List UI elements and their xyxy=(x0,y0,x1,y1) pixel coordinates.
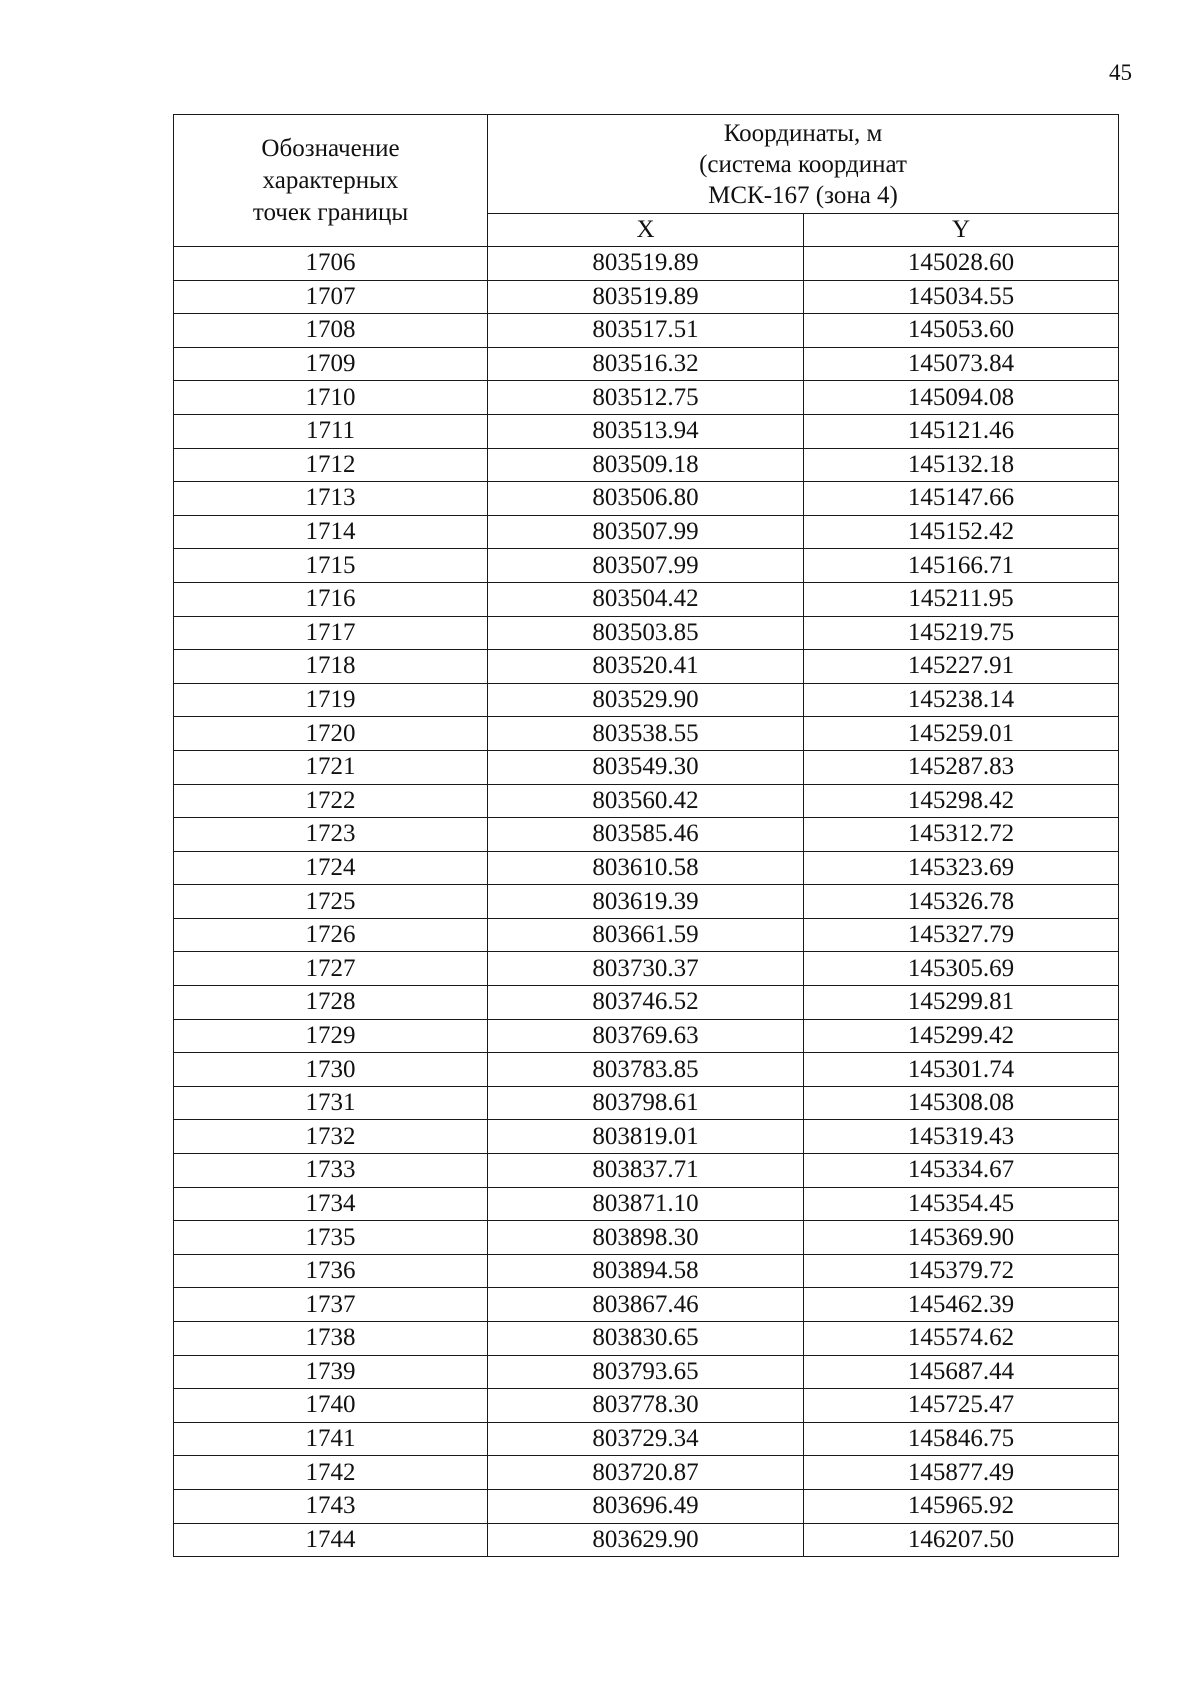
cell-x: 803504.42 xyxy=(488,582,804,616)
cell-point: 1742 xyxy=(174,1456,488,1490)
header-designation-line-2: характерных xyxy=(262,166,399,194)
header-y: Y xyxy=(804,214,1119,247)
cell-x: 803516.32 xyxy=(488,347,804,381)
cell-x: 803506.80 xyxy=(488,482,804,516)
cell-y: 145053.60 xyxy=(804,314,1119,348)
cell-point: 1730 xyxy=(174,1053,488,1087)
cell-x: 803830.65 xyxy=(488,1322,804,1356)
cell-point: 1736 xyxy=(174,1254,488,1288)
table-row xyxy=(174,1254,1119,1288)
cell-point: 1716 xyxy=(174,582,488,616)
cell-x: 803509.18 xyxy=(488,448,804,482)
cell-y: 145687.44 xyxy=(804,1355,1119,1389)
cell-point: 1738 xyxy=(174,1322,488,1356)
cell-x: 803520.41 xyxy=(488,650,804,684)
cell-x: 803507.99 xyxy=(488,549,804,583)
cell-x: 803585.46 xyxy=(488,818,804,852)
header-x: X xyxy=(488,214,804,247)
cell-y: 145877.49 xyxy=(804,1456,1119,1490)
cell-x: 803871.10 xyxy=(488,1187,804,1221)
cell-y: 145166.71 xyxy=(804,549,1119,583)
cell-point: 1727 xyxy=(174,952,488,986)
cell-y: 145312.72 xyxy=(804,818,1119,852)
header-coords-line-2: (система координат xyxy=(699,150,907,178)
cell-y: 145301.74 xyxy=(804,1053,1119,1087)
table-row xyxy=(174,549,1119,583)
table-row xyxy=(174,885,1119,919)
cell-x: 803512.75 xyxy=(488,381,804,415)
table-header xyxy=(174,115,1119,247)
cell-point: 1740 xyxy=(174,1389,488,1423)
header-coords-line-1: Координаты, м xyxy=(723,119,883,147)
cell-point: 1741 xyxy=(174,1422,488,1456)
table-body xyxy=(174,247,1119,1557)
cell-y: 145369.90 xyxy=(804,1221,1119,1255)
cell-point: 1733 xyxy=(174,1154,488,1188)
cell-x: 803560.42 xyxy=(488,784,804,818)
cell-y: 145227.91 xyxy=(804,650,1119,684)
cell-point: 1712 xyxy=(174,448,488,482)
cell-point: 1718 xyxy=(174,650,488,684)
cell-y: 145121.46 xyxy=(804,414,1119,448)
table-row xyxy=(174,1489,1119,1523)
cell-x: 803549.30 xyxy=(488,750,804,784)
cell-y: 145308.08 xyxy=(804,1086,1119,1120)
cell-y: 145319.43 xyxy=(804,1120,1119,1154)
cell-x: 803696.49 xyxy=(488,1489,804,1523)
table-row xyxy=(174,1053,1119,1087)
cell-point: 1723 xyxy=(174,818,488,852)
table-row xyxy=(174,918,1119,952)
cell-point: 1714 xyxy=(174,515,488,549)
cell-y: 145327.79 xyxy=(804,918,1119,952)
cell-x: 803529.90 xyxy=(488,683,804,717)
cell-y: 145299.42 xyxy=(804,1019,1119,1053)
cell-x: 803517.51 xyxy=(488,314,804,348)
cell-point: 1744 xyxy=(174,1523,488,1557)
cell-y: 145034.55 xyxy=(804,280,1119,314)
page-number: 45 xyxy=(1109,60,1132,85)
cell-point: 1719 xyxy=(174,683,488,717)
cell-y: 145211.95 xyxy=(804,582,1119,616)
table-row xyxy=(174,347,1119,381)
table-row xyxy=(174,482,1119,516)
cell-y: 145259.01 xyxy=(804,717,1119,751)
cell-y: 145462.39 xyxy=(804,1288,1119,1322)
cell-y: 145028.60 xyxy=(804,247,1119,281)
cell-y: 145354.45 xyxy=(804,1187,1119,1221)
cell-y: 145219.75 xyxy=(804,616,1119,650)
cell-x: 803507.99 xyxy=(488,515,804,549)
cell-x: 803867.46 xyxy=(488,1288,804,1322)
cell-point: 1715 xyxy=(174,549,488,583)
cell-point: 1728 xyxy=(174,986,488,1020)
cell-y: 145725.47 xyxy=(804,1389,1119,1423)
cell-y: 145287.83 xyxy=(804,750,1119,784)
table-row xyxy=(174,784,1119,818)
cell-x: 803898.30 xyxy=(488,1221,804,1255)
table-row xyxy=(174,1523,1119,1557)
cell-x: 803619.39 xyxy=(488,885,804,919)
cell-y: 145132.18 xyxy=(804,448,1119,482)
table-row xyxy=(174,1322,1119,1356)
table-row xyxy=(174,515,1119,549)
cell-point: 1722 xyxy=(174,784,488,818)
cell-x: 803661.59 xyxy=(488,918,804,952)
table-row xyxy=(174,986,1119,1020)
cell-point: 1734 xyxy=(174,1187,488,1221)
cell-x: 803778.30 xyxy=(488,1389,804,1423)
cell-x: 803746.52 xyxy=(488,986,804,1020)
table-row xyxy=(174,952,1119,986)
cell-y: 145326.78 xyxy=(804,885,1119,919)
cell-point: 1711 xyxy=(174,414,488,448)
cell-y: 145846.75 xyxy=(804,1422,1119,1456)
table-row xyxy=(174,280,1119,314)
table-row xyxy=(174,683,1119,717)
cell-y: 145094.08 xyxy=(804,381,1119,415)
cell-point: 1707 xyxy=(174,280,488,314)
cell-point: 1737 xyxy=(174,1288,488,1322)
header-coordinates xyxy=(488,115,1119,214)
cell-point: 1717 xyxy=(174,616,488,650)
cell-y: 145574.62 xyxy=(804,1322,1119,1356)
cell-y: 145334.67 xyxy=(804,1154,1119,1188)
cell-x: 803819.01 xyxy=(488,1120,804,1154)
cell-x: 803538.55 xyxy=(488,717,804,751)
table-row xyxy=(174,381,1119,415)
table-row xyxy=(174,1422,1119,1456)
cell-x: 803729.34 xyxy=(488,1422,804,1456)
table-row xyxy=(174,247,1119,281)
cell-y: 145965.92 xyxy=(804,1489,1119,1523)
header-coords-line-3: МСК-167 (зона 4) xyxy=(708,181,898,209)
cell-point: 1731 xyxy=(174,1086,488,1120)
table-row xyxy=(174,1120,1119,1154)
table-row xyxy=(174,851,1119,885)
table-row xyxy=(174,1288,1119,1322)
cell-point: 1729 xyxy=(174,1019,488,1053)
cell-x: 803730.37 xyxy=(488,952,804,986)
cell-point: 1724 xyxy=(174,851,488,885)
table-row xyxy=(174,1086,1119,1120)
cell-y: 145147.66 xyxy=(804,482,1119,516)
table-row xyxy=(174,314,1119,348)
table-row xyxy=(174,1456,1119,1490)
table-row xyxy=(174,650,1119,684)
cell-x: 803610.58 xyxy=(488,851,804,885)
cell-point: 1726 xyxy=(174,918,488,952)
cell-x: 803519.89 xyxy=(488,280,804,314)
cell-point: 1710 xyxy=(174,381,488,415)
cell-x: 803793.65 xyxy=(488,1355,804,1389)
cell-y: 145298.42 xyxy=(804,784,1119,818)
cell-y: 145073.84 xyxy=(804,347,1119,381)
table-row xyxy=(174,750,1119,784)
cell-x: 803837.71 xyxy=(488,1154,804,1188)
cell-point: 1708 xyxy=(174,314,488,348)
cell-x: 803720.87 xyxy=(488,1456,804,1490)
cell-point: 1743 xyxy=(174,1489,488,1523)
table-row xyxy=(174,616,1119,650)
cell-point: 1739 xyxy=(174,1355,488,1389)
header-row-top xyxy=(174,115,1119,214)
cell-point: 1709 xyxy=(174,347,488,381)
header-designation-line-1: Обозначение xyxy=(261,134,400,162)
cell-point: 1706 xyxy=(174,247,488,281)
cell-point: 1713 xyxy=(174,482,488,516)
cell-x: 803798.61 xyxy=(488,1086,804,1120)
cell-x: 803894.58 xyxy=(488,1254,804,1288)
cell-point: 1725 xyxy=(174,885,488,919)
table-row xyxy=(174,414,1119,448)
cell-point: 1732 xyxy=(174,1120,488,1154)
cell-x: 803629.90 xyxy=(488,1523,804,1557)
table-row xyxy=(174,582,1119,616)
table-row xyxy=(174,717,1119,751)
cell-y: 145323.69 xyxy=(804,851,1119,885)
cell-x: 803503.85 xyxy=(488,616,804,650)
coordinates-table xyxy=(173,114,1119,1557)
cell-point: 1720 xyxy=(174,717,488,751)
cell-y: 145379.72 xyxy=(804,1254,1119,1288)
cell-point: 1721 xyxy=(174,750,488,784)
cell-y: 145299.81 xyxy=(804,986,1119,1020)
table-row xyxy=(174,1221,1119,1255)
cell-y: 145152.42 xyxy=(804,515,1119,549)
table-row xyxy=(174,1154,1119,1188)
cell-x: 803769.63 xyxy=(488,1019,804,1053)
cell-y: 145238.14 xyxy=(804,683,1119,717)
cell-y: 145305.69 xyxy=(804,952,1119,986)
table-row xyxy=(174,1389,1119,1423)
cell-point: 1735 xyxy=(174,1221,488,1255)
cell-x: 803513.94 xyxy=(488,414,804,448)
cell-x: 803519.89 xyxy=(488,247,804,281)
cell-x: 803783.85 xyxy=(488,1053,804,1087)
table-row xyxy=(174,448,1119,482)
header-designation-line-3: точек границы xyxy=(252,198,409,226)
cell-y: 146207.50 xyxy=(804,1523,1119,1557)
table-row xyxy=(174,1187,1119,1221)
table-row xyxy=(174,1019,1119,1053)
table-row xyxy=(174,818,1119,852)
header-point-designation xyxy=(174,115,488,247)
table-row xyxy=(174,1355,1119,1389)
